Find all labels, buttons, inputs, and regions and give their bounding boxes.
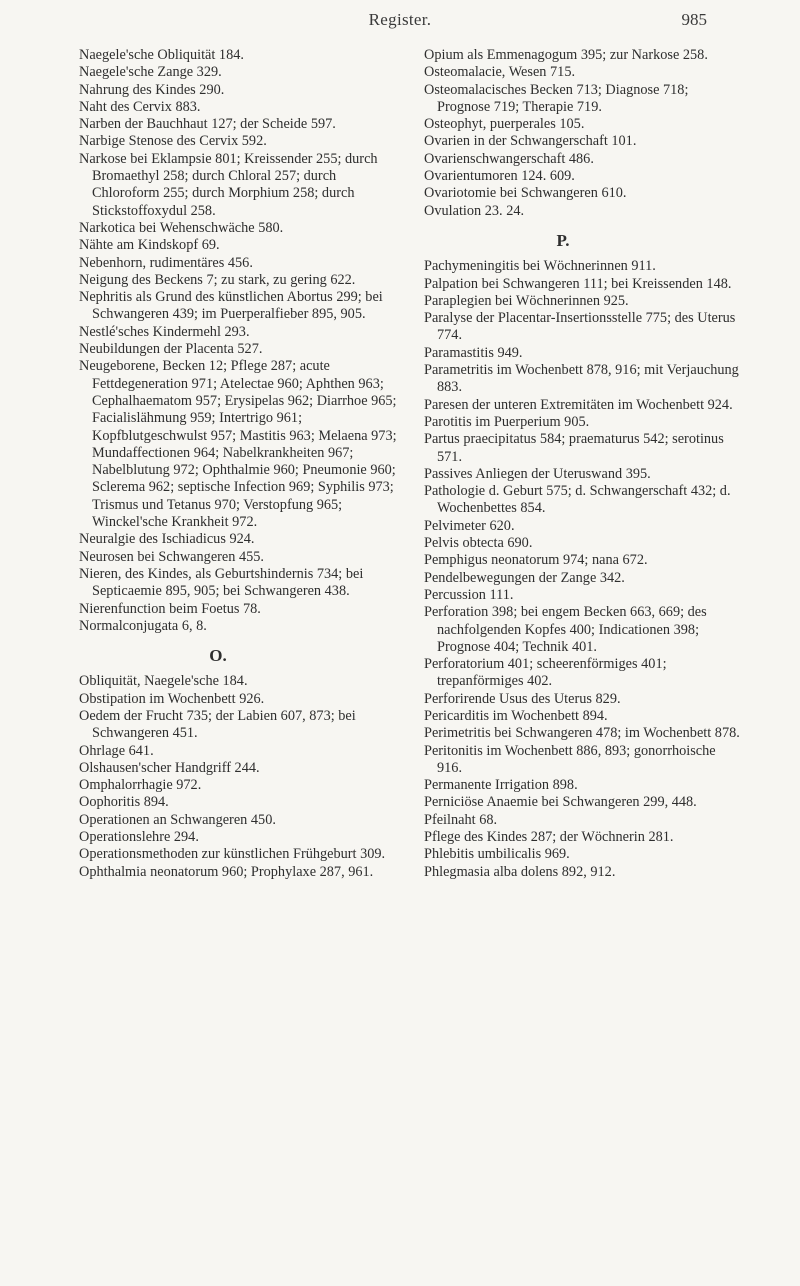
index-entry: Osteomalacie, Wesen 715. [424,64,576,81]
index-entry: Ovulation 23. 24. [424,202,525,219]
index-entry: Olshausen'scher Handgriff 244. [79,759,260,776]
index-entry: Pathologie d. Geburt 575; d. Schwangerschaft 432; d. Wochenbettes 854. [424,483,731,517]
index-entry: Naegele'sche Obliquität 184. [79,47,244,63]
index-entry: Nähte am Kindskopf 69. [79,237,220,254]
index-entry: Ovarienschwangerschaft 486. [424,150,594,167]
index-entry: Passives Anliegen der Uteruswand 395. [424,465,651,482]
index-entry: Naegele'sche Zange 329. [79,64,222,81]
index-group-o-continued [424,47,742,220]
index-entry: Ohrlage 641. [79,742,154,759]
index-entry: Nestlé'sches Kindermehl 293. [79,323,250,340]
index-entry: Nieren, des Kindes, als Geburtshindernis 734; bei Septicaemie 895, 905; bei Schwangeren 438. [79,565,364,600]
index-entry: Phlegmasia alba dolens 892, 912. [424,863,616,880]
index-entry: Perforation 398; bei engem Becken 663, 669; des nachfolgenden Kopfes 400; Indicationen 398; Prognose 404; Technik 401. [424,604,707,655]
index-entry: Palpation bei Schwangeren 111; bei Kreissenden 148. [424,275,732,292]
index-entry: Pelvimeter 620. [424,517,515,534]
index-entry: Narkotica bei Wehenschwäche 580. [79,219,284,236]
index-entry: Paresen der unteren Extremitäten im Wochenbett 924. [424,396,733,413]
index-entry: Omphalorrhagie 972. [79,777,202,794]
index-group-p [424,258,742,881]
index-entry: Neubildungen der Placenta 527. [79,341,263,358]
running-head [0,10,800,34]
index-entry: Perforirende Usus des Uterus 829. [424,690,621,707]
index-entry: Perimetritis bei Schwangeren 478; im Wochenbett 878. [424,725,740,742]
index-entry: Parametritis im Wochenbett 878, 916; mit Verjauchung 883. [424,362,739,396]
index-entry: Pfeilnaht 68. [424,811,498,828]
index-entry: Permanente Irrigation 898. [424,777,578,794]
index-entry: Narben der Bauchhaut 127; der Scheide 597. [79,116,336,133]
index-entry: Nierenfunction beim Foetus 78. [79,600,261,617]
index-entry: Ovariotomie bei Schwangeren 610. [424,185,627,202]
index-entry: Neigung des Beckens 7; zu stark, zu gering 622. [79,271,356,288]
index-entry: Phlebitis umbilicalis 969. [424,846,570,863]
index-entry: Normalconjugata 6, 8. [79,617,207,634]
index-entry: Opium als Emmenagogum 395; zur Narkose 258. [424,47,708,63]
index-entry: Neuralgie des Ischiadicus 924. [79,531,255,548]
section-letter-p: P. [556,230,570,250]
page-number: 985 [681,10,707,29]
index-entry: Partus praecipitatus 584; praematurus 542; serotinus 571. [424,431,724,465]
index-entry: Operationsmethoden zur künstlichen Frühgeburt 309. [79,846,386,863]
index-entry: Perforatorium 401; scheerenförmiges 401; trepanförmiges 402. [424,656,667,690]
index-group-n [79,47,397,635]
index-entry: Pachymeningitis bei Wöchnerinnen 911. [424,258,656,275]
index-entry: Nebenhorn, rudimentäres 456. [79,254,253,271]
index-entry: Peritonitis im Wochenbett 886, 893; gonorrhoische 916. [424,742,716,776]
index-entry: Ovarien in der Schwangerschaft 101. [424,133,637,150]
index-entry: Operationen an Schwangeren 450. [79,811,276,828]
index-column-right [424,47,742,881]
index-entry: Paraplegien bei Wöchnerinnen 925. [424,292,629,309]
index-entry: Pelvis obtecta 690. [424,535,533,552]
index-entry: Nephritis als Grund des künstlichen Abortus 299; bei Schwangeren 439; im Puerperalfieber 895, 905. [79,289,383,323]
index-entry: Parotitis im Puerperium 905. [424,413,590,430]
index-entry: Osteomalacisches Becken 713; Diagnose 718; Prognose 719; Therapie 719. [424,81,689,115]
index-entry: Ophthalmia neonatorum 960; Prophylaxe 287, 961. [79,863,374,880]
index-entry: Paramastitis 949. [424,344,523,361]
index-entry: Narbige Stenose des Cervix 592. [79,133,267,150]
index-entry: Osteophyt, puerperales 105. [424,116,585,133]
index-entry: Neurosen bei Schwangeren 455. [79,548,265,565]
index-entry: Pflege des Kindes 287; der Wöchnerin 281. [424,829,674,846]
section-letter-o: O. [209,646,227,666]
index-entry: Operationslehre 294. [79,829,199,846]
index-entry: Pendelbewegungen der Zange 342. [424,569,625,586]
index-entry: Pericarditis im Wochenbett 894. [424,707,608,724]
index-entry: Obstipation im Wochenbett 926. [79,690,265,707]
index-entry: Oophoritis 894. [79,794,169,811]
index-column-left [79,47,397,881]
index-entry: Nahrung des Kindes 290. [79,81,225,98]
index-group-o [79,673,397,881]
index-entry: Naht des Cervix 883. [79,98,201,115]
index-entry: Perniciöse Anaemie bei Schwangeren 299, 448. [424,794,697,811]
index-entry: Pemphigus neonatorum 974; nana 672. [424,552,648,569]
index-entry: Neugeborene, Becken 12; Pflege 287; acute Fettdegeneration 971; Atelectae 960; Aphthen 963; Cephalhaematom 957; Erysipelas 962; Diarrhoe 965; Facialislähmung 959; Intertrigo 961; Kopfblutgeschwulst 957; Mastitis 963; Melaena 973; Mundaffectionen 964; Nabelkrankheiten 967; Nabelblutung 972; Ophthalmie 960; Pneumonie 960; Sclerema 962; septische Infection 969; Syphilis 973; Trismus und Tetanus 970; Verstopfung 965; Winckel'sche Krankheit 972. [79,358,397,531]
index-entry: Paralyse der Placentar-Insertionsstelle 775; des Uterus 774. [424,310,736,344]
index-entry: Percussion 111. [424,586,514,603]
index-entry: Narkose bei Eklampsie 801; Kreissender 255; durch Bromaethyl 258; durch Chloral 257; durch Chloroform 255; durch Morphium 258; durch Stickstoffoxydul 258. [79,150,378,219]
running-title: Register. [368,10,432,29]
index-entry: Obliquität, Naegele'sche 184. [79,673,248,690]
index-entry: Ovarientumoren 124. 609. [424,168,575,185]
index-entry: Oedem der Frucht 735; der Labien 607, 873; bei Schwangeren 451. [79,707,356,742]
